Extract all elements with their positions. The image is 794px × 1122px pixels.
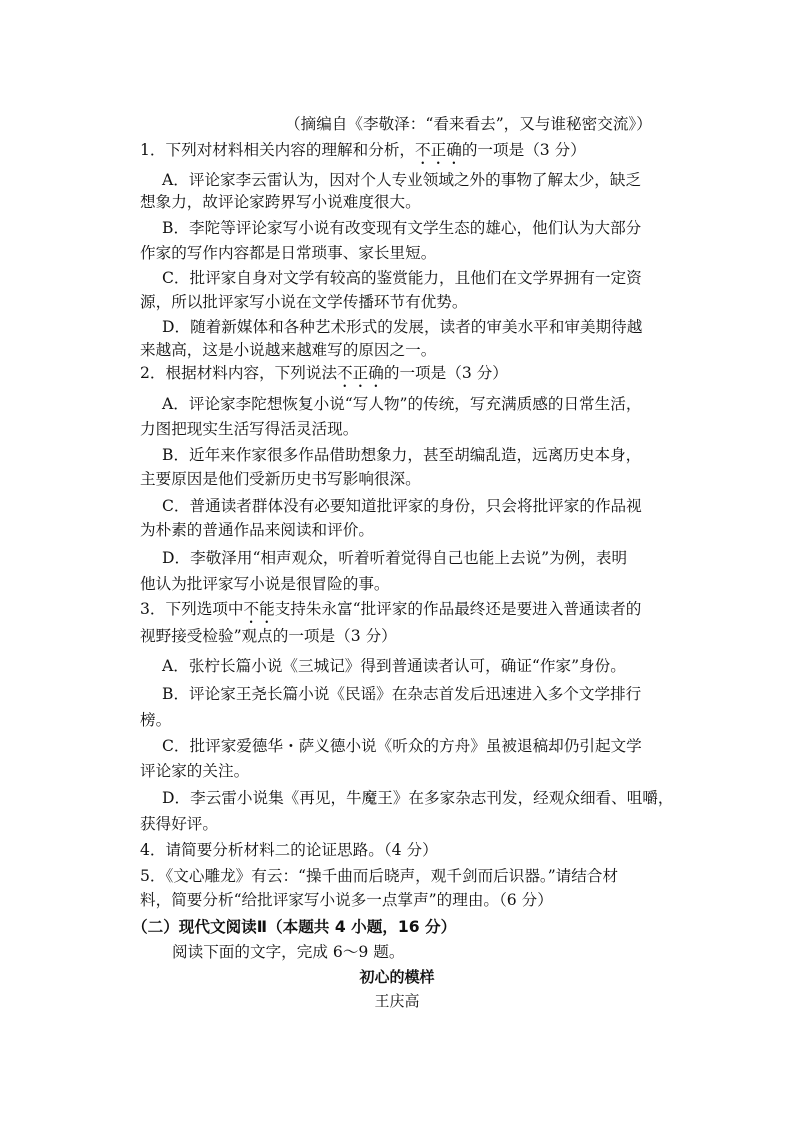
q2-option-c: C．普通读者群体没有必要知道批评家的身份，只会将批评家的作品视 (162, 497, 642, 515)
article-author: 王庆高 (374, 992, 420, 1010)
q2-option-c-cont: 为朴素的普通作品来阅读和评价。 (140, 521, 374, 539)
q1-option-d-cont: 来越高，这是小说越来越难写的原因之一。 (140, 341, 437, 359)
question-5-cont: 料，简要分析“给批评家写小说多一点掌声”的理由。（6 分） (140, 891, 553, 909)
q3-stem-text: 3．下列选项中 (140, 600, 244, 618)
q2-option-d: D．李敬泽用“相声观众，听着听着觉得自己也能上去说”为例，表明 (162, 549, 628, 567)
q3-option-d: D．李云雷小说集《再见，牛魔王》在多家杂志刊发，经观众细看、咀嚼， (162, 789, 674, 807)
q2-option-a-cont: 力图把现实生活写得活灵活现。 (140, 420, 359, 438)
question-1-stem (140, 140, 586, 168)
q1-stem-text: 1．下列对材料相关内容的理解和分析， (140, 141, 416, 159)
question-2-stem (140, 363, 508, 391)
section-instruction: 阅读下面的文字，完成 6～9 题。 (172, 943, 405, 961)
question-5: 5．《文心雕龙》有云：“操千曲而后晓声，观千剑而后识器。”请结合材 (140, 867, 619, 885)
q2-option-d-cont: 他认为批评家写小说是很冒险的事。 (140, 575, 390, 593)
q1-emphasis: 不正确 (415, 141, 462, 159)
q2-option-b: B．近年来作家很多作品借助想象力，甚至胡编乱造，远离历史本身， (162, 446, 642, 464)
q3-option-c-cont: 评论家的关注。 (140, 762, 250, 780)
q1-option-a-cont: 想象力，故评论家跨界写小说难度很大。 (140, 193, 421, 211)
q3-option-d-cont: 获得好评。 (140, 815, 218, 833)
article-title: 初心的模样 (359, 968, 435, 986)
q2-option-a: A．评论家李陀想恢复小说“写人物”的传统，写充满质感的日常生活， (162, 395, 642, 413)
q3-emphasis: 不能 (243, 600, 275, 618)
q3-option-a: A．张柠长篇小说《三城记》得到普通读者认可，确证“作家”身份。 (162, 657, 626, 675)
q1-option-d: D．随着新媒体和各种艺术形式的发展，读者的审美水平和审美期待越 (162, 318, 643, 336)
section-heading: （二）现代文阅读Ⅱ（本题共 4 小题，16 分） (132, 918, 457, 936)
q2-emphasis: 不正确 (337, 364, 384, 382)
question-3-stem (140, 599, 641, 627)
q1-option-b-cont: 作家的写作内容都是日常琐事、家长里短。 (140, 244, 437, 262)
q3-option-b: B．评论家王尧长篇小说《民谣》在杂志首发后迅速进入多个文学排行 (162, 685, 642, 703)
q1-option-b: B．李陀等评论家写小说有改变现有文学生态的雄心，他们认为大部分 (162, 219, 642, 237)
q1-stem-tail: 的一项是（3 分） (461, 141, 586, 159)
q2-stem-text: 2．根据材料内容，下列说法 (140, 364, 338, 382)
q2-option-b-cont: 主要原因是他们受新历史书写影响很深。 (140, 470, 421, 488)
question-3-stem-cont: 视野接受检验”观点的一项是（3 分） (140, 627, 397, 645)
q3-stem-tail: 支持朱永富“批评家的作品最终还是要进入普通读者的 (274, 600, 642, 618)
q3-option-c: C．批评家爱德华・萨义德小说《听众的方舟》虽被退稿却仍引起文学 (162, 737, 642, 755)
source-citation: （摘编自《李敬泽：“看来看去”，又与谁秘密交流》） (285, 115, 652, 133)
q1-option-c-cont: 源，所以批评家写小说在文学传播环节有优势。 (140, 293, 468, 311)
q1-option-c: C．批评家自身对文学有较高的鉴赏能力，且他们在文学界拥有一定资 (162, 269, 642, 287)
q3-option-b-cont: 榜。 (140, 711, 172, 729)
question-4: 4．请简要分析材料二的论证思路。（4 分） (140, 841, 438, 859)
q1-option-a: A．评论家李云雷认为，因对个人专业领域之外的事物了解太少，缺乏 (162, 171, 642, 189)
q2-stem-tail: 的一项是（3 分） (383, 364, 508, 382)
